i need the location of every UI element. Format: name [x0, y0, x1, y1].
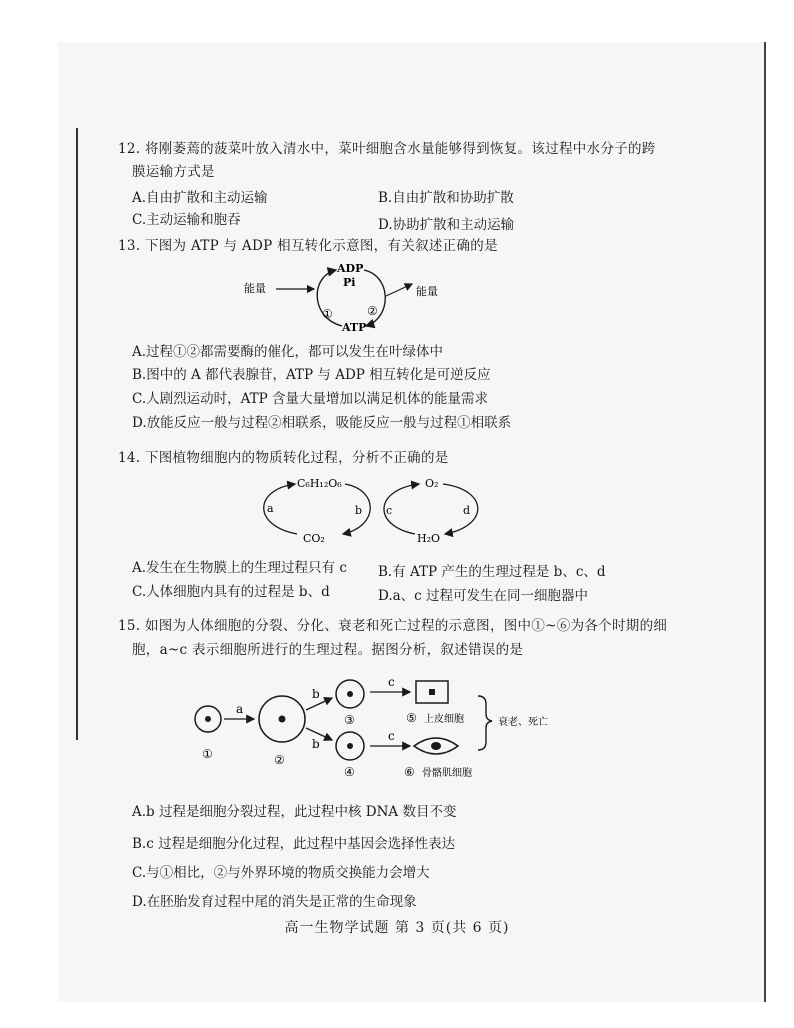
q15-option-b: B.c 过程是细胞分化过程，此过程中基因会选择性表达	[132, 836, 456, 852]
q14-stem: 14. 下图植物细胞内的物质转化过程，分析不正确的是	[118, 450, 449, 466]
energy-left-label: 能量	[244, 282, 266, 295]
epithelial-cell-label: 上皮细胞	[424, 714, 464, 725]
cell-2-nucleus	[279, 716, 286, 723]
process-c-bottom-label: c	[388, 729, 395, 743]
q15-option-c: C.与①相比，②与外界环境的物质交换能力会增大	[132, 865, 430, 881]
q15-option-d: D.在胚胎发育过程中尾的消失是正常的生命现象	[132, 894, 417, 910]
skeletal-muscle-cell-label: 骨骼肌细胞	[422, 768, 472, 779]
atp-label: ATP	[342, 321, 367, 334]
cell-development-diagram	[188, 668, 548, 788]
q13-option-c: C.人剧烈运动时，ATP 含量大量增加以满足机体的能量需求	[132, 391, 489, 407]
process-c-top-label: c	[388, 675, 395, 689]
adp-label: ADP	[337, 262, 364, 275]
q14-option-b: B.有 ATP 产生的生理过程是 b、c、d	[378, 564, 606, 580]
process-d-arrow	[443, 484, 478, 534]
material-conversion-diagram	[255, 472, 495, 548]
h2o-label: H₂O	[417, 532, 441, 545]
page-footer: 高一生物学试题 第 3 页(共 6 页)	[284, 920, 510, 936]
q15-stem-line1: 15. 如图为人体细胞的分裂、分化、衰老和死亡过程的示意图，图中①~⑥为各个时期的细	[118, 618, 668, 634]
process-2-label: ②	[367, 304, 378, 318]
cell-6-nucleus	[431, 742, 441, 750]
process-b-top-label: b	[312, 687, 320, 701]
cell-4-label: ④	[344, 765, 355, 779]
cell-1-nucleus	[205, 716, 211, 722]
cell-3-nucleus	[347, 691, 353, 697]
q14-option-c: C.人体细胞内具有的过程是 b、d	[132, 584, 330, 600]
process-1-label: ①	[322, 307, 333, 321]
o2-label: O₂	[425, 477, 439, 490]
cell-1-label: ①	[202, 747, 213, 761]
cell-6-label: ⑥	[404, 765, 415, 779]
aging-death-label: 衰老、死亡	[498, 717, 548, 728]
q12-stem-line2: 膜运输方式是	[132, 164, 215, 180]
q12-option-d: D.协助扩散和主动运输	[378, 217, 515, 233]
process-c-label: c	[386, 504, 393, 517]
q12-stem-line1: 12. 将刚萎蔫的菠菜叶放入清水中，菜叶细胞含水量能够得到恢复。该过程中水分子的跨	[118, 141, 656, 157]
process-b-label: b	[355, 504, 363, 517]
energy-right-label: 能量	[416, 285, 438, 298]
q13-stem: 13. 下图为 ATP 与 ADP 相互转化示意图，有关叙述正确的是	[118, 238, 498, 254]
margin-line	[76, 128, 78, 740]
q15-option-a: A.b 过程是细胞分裂过程，此过程中核 DNA 数目不变	[132, 804, 457, 820]
process-a-label: a	[267, 502, 274, 515]
q14-option-a: A.发生在生物膜上的生理过程只有 c	[132, 560, 347, 576]
page-edge-line	[764, 42, 766, 1002]
q12-option-b: B.自由扩散和协助扩散	[378, 190, 514, 206]
q14-option-d: D.a、c 过程可发生在同一细胞器中	[378, 588, 589, 604]
cell-2-label: ②	[274, 753, 285, 767]
cell-4-nucleus	[347, 743, 353, 749]
pi-label: Pi	[343, 276, 356, 289]
process-d-label: d	[463, 504, 471, 517]
q13-option-b: B.图中的 A 都代表腺苷，ATP 与 ADP 相互转化是可逆反应	[132, 367, 491, 383]
cell-3-label: ③	[344, 713, 355, 727]
brace	[478, 696, 492, 750]
process-b-bottom-label: b	[312, 737, 320, 751]
cell-5-nucleus	[429, 689, 435, 695]
q13-option-a: A.过程①②都需要酶的催化，都可以发生在叶绿体中	[132, 344, 444, 360]
energy-out-arrow	[386, 284, 412, 296]
co2-label: CO₂	[303, 532, 325, 545]
process-a-label: a	[236, 702, 244, 716]
atp-adp-diagram	[230, 256, 460, 336]
q15-stem-line2: 胞，a~c 表示细胞所进行的生理过程。据图分析，叙述错误的是	[132, 642, 524, 658]
glucose-label: C₆H₁₂O₆	[297, 477, 342, 490]
q12-option-c: C.主动运输和胞吞	[132, 212, 241, 228]
cell-5-label: ⑤	[406, 711, 417, 725]
q12-option-a: A.自由扩散和主动运输	[132, 190, 268, 206]
q13-option-d: D.放能反应一般与过程②相联系，吸能反应一般与过程①相联系	[132, 415, 512, 431]
